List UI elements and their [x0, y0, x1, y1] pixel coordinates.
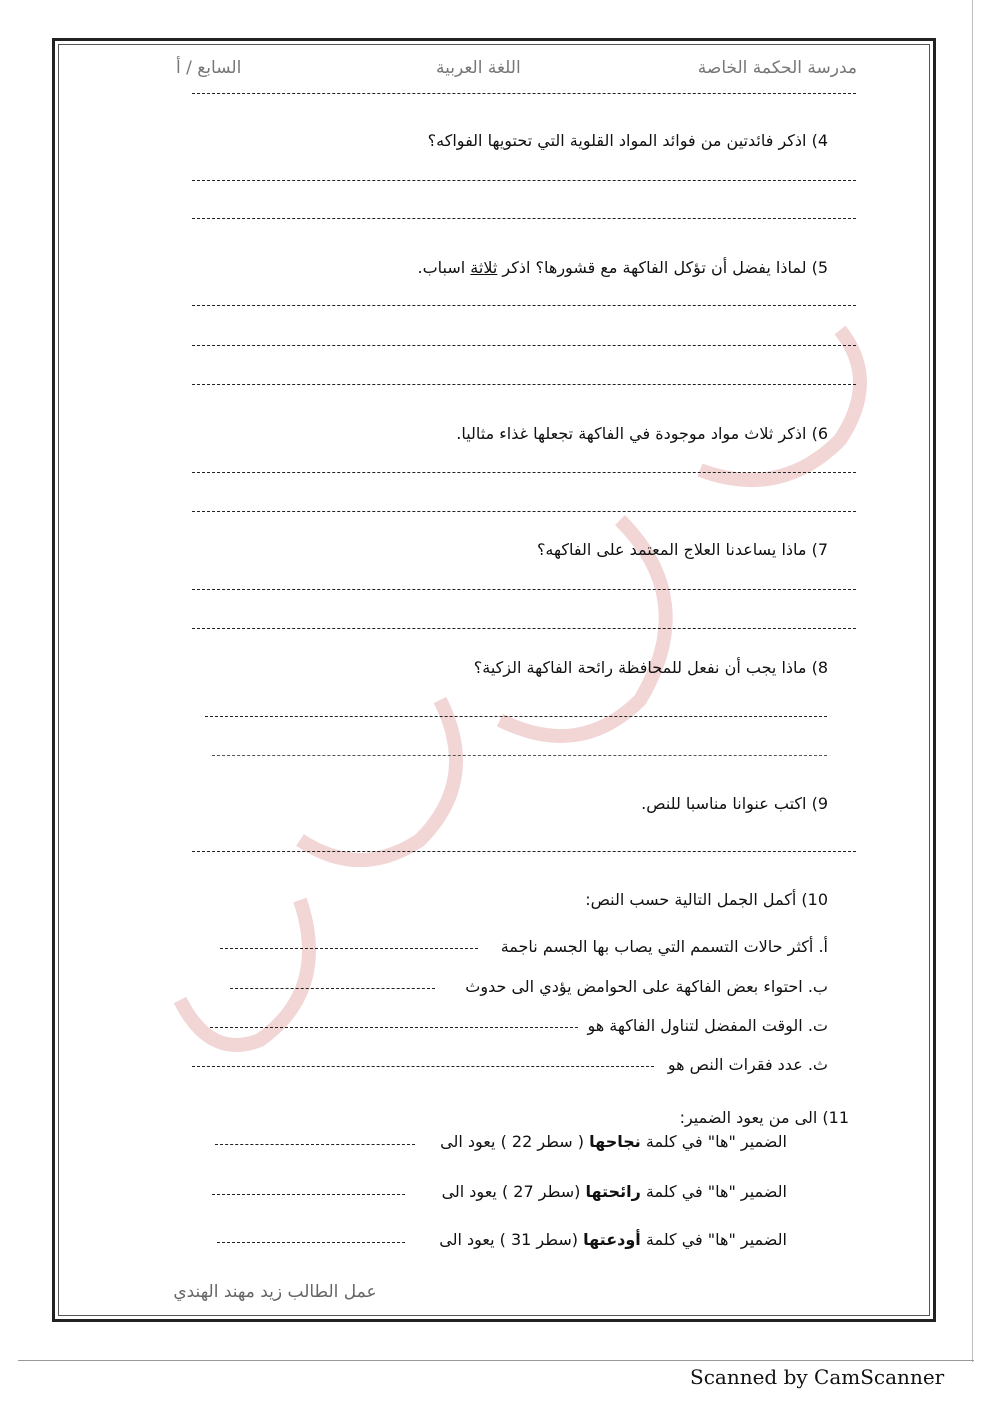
completion-blank[interactable] [220, 948, 478, 949]
grade-label: السابع / أ [176, 58, 242, 78]
question-number: 7) [811, 540, 828, 559]
pronoun-text: يعود الى [440, 1132, 496, 1151]
student-credit: عمل الطالب زيد مهند الهندي [173, 1282, 377, 1302]
question-number: 11) [822, 1108, 849, 1127]
question-emphasis: ثلاثة [470, 258, 498, 277]
question-4 [428, 131, 828, 150]
completion-text: أكثر حالات التسمم التي يصاب بها الجسم ناجمة [500, 937, 814, 956]
completion-item [668, 1055, 828, 1074]
answer-line[interactable] [192, 589, 856, 590]
answer-line[interactable] [192, 472, 856, 473]
completion-item [465, 977, 828, 996]
pronoun-line-ref: (سطر 31 ) [499, 1230, 579, 1249]
pronoun-blank[interactable] [215, 1144, 415, 1145]
question-6 [456, 424, 828, 443]
question-10 [585, 890, 828, 909]
question-11 [680, 1108, 849, 1127]
question-9 [641, 794, 828, 813]
pronoun-text: يعود الى [439, 1230, 495, 1249]
question-number: 8) [811, 658, 828, 677]
completion-text: عدد فقرات النص هو [667, 1055, 803, 1074]
page-edge [972, 0, 973, 1362]
question-5 [418, 258, 829, 277]
question-number: 5) [811, 258, 828, 277]
question-text: ماذا يساعدنا العلاج المعتمد على الفاكهه؟ [536, 540, 807, 559]
bottom-rule [18, 1360, 974, 1361]
completion-blank[interactable] [230, 988, 435, 989]
question-text: لماذا يفضل أن تؤكل الفاكهة مع قشورها؟ اذكر [502, 258, 807, 277]
pronoun-blank[interactable] [212, 1194, 405, 1195]
answer-line[interactable] [192, 851, 856, 852]
answer-line[interactable] [205, 716, 827, 717]
question-8 [474, 658, 828, 677]
header-rule [192, 93, 856, 94]
pronoun-item [440, 1132, 787, 1151]
completion-letter: أ. [818, 937, 828, 956]
answer-line[interactable] [192, 628, 856, 629]
answer-line[interactable] [192, 511, 856, 512]
question-7 [537, 540, 828, 559]
completion-item [587, 1016, 828, 1035]
completion-blank[interactable] [192, 1066, 654, 1067]
pronoun-blank[interactable] [217, 1242, 405, 1243]
pronoun-line-ref: ( سطر 22 ) [500, 1132, 585, 1151]
answer-line[interactable] [192, 180, 856, 181]
question-text: اذكر فائدتين من فوائد المواد القلوية التي تحتويها الفواكه؟ [427, 131, 807, 150]
completion-item [501, 937, 828, 956]
question-number: 6) [811, 424, 828, 443]
question-text: أكمل الجمل التالية حسب النص: [585, 890, 797, 909]
scanner-credit: Scanned by CamScanner [690, 1365, 945, 1389]
answer-line[interactable] [212, 755, 827, 756]
question-text: اسباب. [417, 258, 466, 277]
pronoun-text: الضمير "ها" في كلمة [645, 1182, 787, 1201]
completion-blank[interactable] [210, 1027, 578, 1028]
subject-name: اللغة العربية [436, 58, 521, 78]
completion-text: احتواء بعض الفاكهة على الحوامض يؤدي الى حدوث [465, 977, 803, 996]
pronoun-line-ref: (سطر 27 ) [501, 1182, 581, 1201]
question-text: اكتب عنوانا مناسبا للنص. [641, 794, 807, 813]
school-name: مدرسة الحكمة الخاصة [697, 58, 857, 78]
question-text: الى من يعود الضمير: [679, 1108, 818, 1127]
completion-letter: ت. [807, 1016, 828, 1035]
pronoun-item [442, 1182, 787, 1201]
answer-line[interactable] [192, 305, 856, 306]
answer-line[interactable] [192, 218, 856, 219]
completion-letter: ب. [807, 977, 828, 996]
pronoun-word: رائحتها [585, 1182, 641, 1201]
completion-text: الوقت المفضل لتناول الفاكهة هو [587, 1016, 803, 1035]
pronoun-item [439, 1230, 787, 1249]
question-number: 9) [811, 794, 828, 813]
pronoun-word: نجاحها [589, 1132, 641, 1151]
completion-letter: ث. [807, 1055, 828, 1074]
pronoun-text: الضمير "ها" في كلمة [645, 1132, 787, 1151]
question-text: ماذا يجب أن نفعل للمحافظة رائحة الفاكهة الزكية؟ [473, 658, 807, 677]
question-number: 10) [801, 890, 828, 909]
question-text: اذكر ثلاث مواد موجودة في الفاكهة تجعلها غذاء مثاليا. [456, 424, 807, 443]
answer-line[interactable] [192, 384, 856, 385]
pronoun-text: يعود الى [441, 1182, 497, 1201]
answer-line[interactable] [192, 345, 856, 346]
question-number: 4) [811, 131, 828, 150]
pronoun-text: الضمير "ها" في كلمة [645, 1230, 787, 1249]
pronoun-word: أودعتها [583, 1230, 641, 1249]
